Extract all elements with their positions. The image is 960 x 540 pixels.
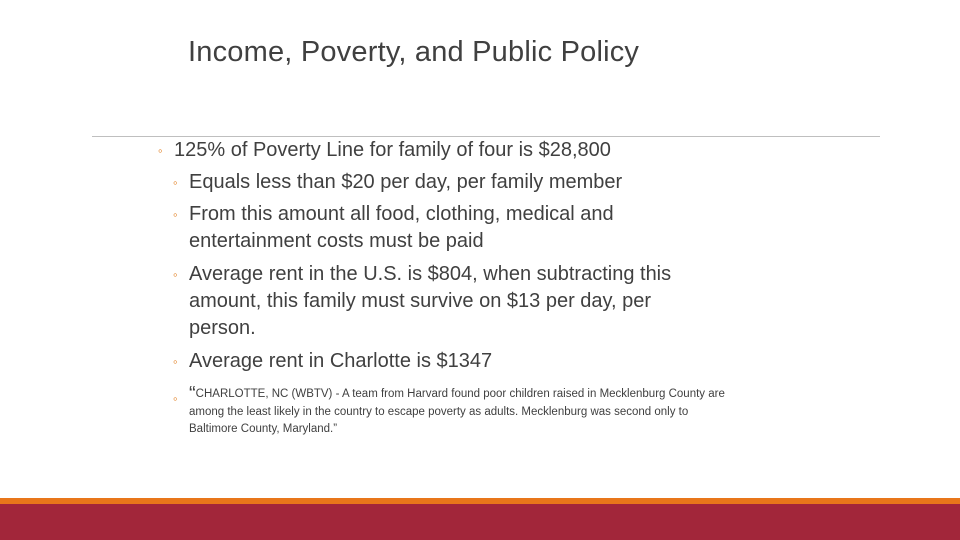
quote-line: [189, 384, 809, 404]
bullet-marker: ◦: [158, 143, 163, 158]
bullet-level2: [189, 201, 614, 255]
news-quote: [189, 384, 809, 438]
footer-accent-red: [0, 504, 960, 540]
bullet-marker: ◦: [173, 267, 178, 282]
bullet-level2: [189, 261, 671, 342]
bullet-marker: ◦: [173, 175, 178, 190]
bullet-marker: ◦: [173, 207, 178, 222]
bullet-marker: ◦: [173, 391, 178, 406]
bullet-level2: Equals less than $20 per day, per family member: [189, 171, 623, 193]
bullet-line: amount, this family must survive on $13 per day, per: [189, 290, 652, 312]
slide-title: Income, Poverty, and Public Policy: [188, 36, 640, 68]
quote-text: CHARLOTTE, NC (WBTV) - A team from Harvard found poor children raised in Mecklenburg County are: [195, 388, 725, 400]
bullet-line: From this amount all food, clothing, medical and: [189, 203, 614, 225]
bullet-level1: 125% of Poverty Line for family of four is $28,800: [174, 139, 611, 161]
bullet-marker: ◦: [173, 354, 178, 369]
quote-line: among the least likely in the country to escape poverty as adults. Mecklenburg was second only to: [189, 406, 689, 418]
bullet-line: person.: [189, 317, 256, 339]
quote-line: Baltimore County, Maryland.”: [189, 423, 338, 435]
bullet-level2: Average rent in Charlotte is $1347: [189, 350, 493, 372]
bullet-line: Average rent in the U.S. is $804, when subtracting this: [189, 263, 672, 285]
bullet-line: entertainment costs must be paid: [189, 230, 484, 252]
quote-open-mark: “: [189, 383, 196, 405]
